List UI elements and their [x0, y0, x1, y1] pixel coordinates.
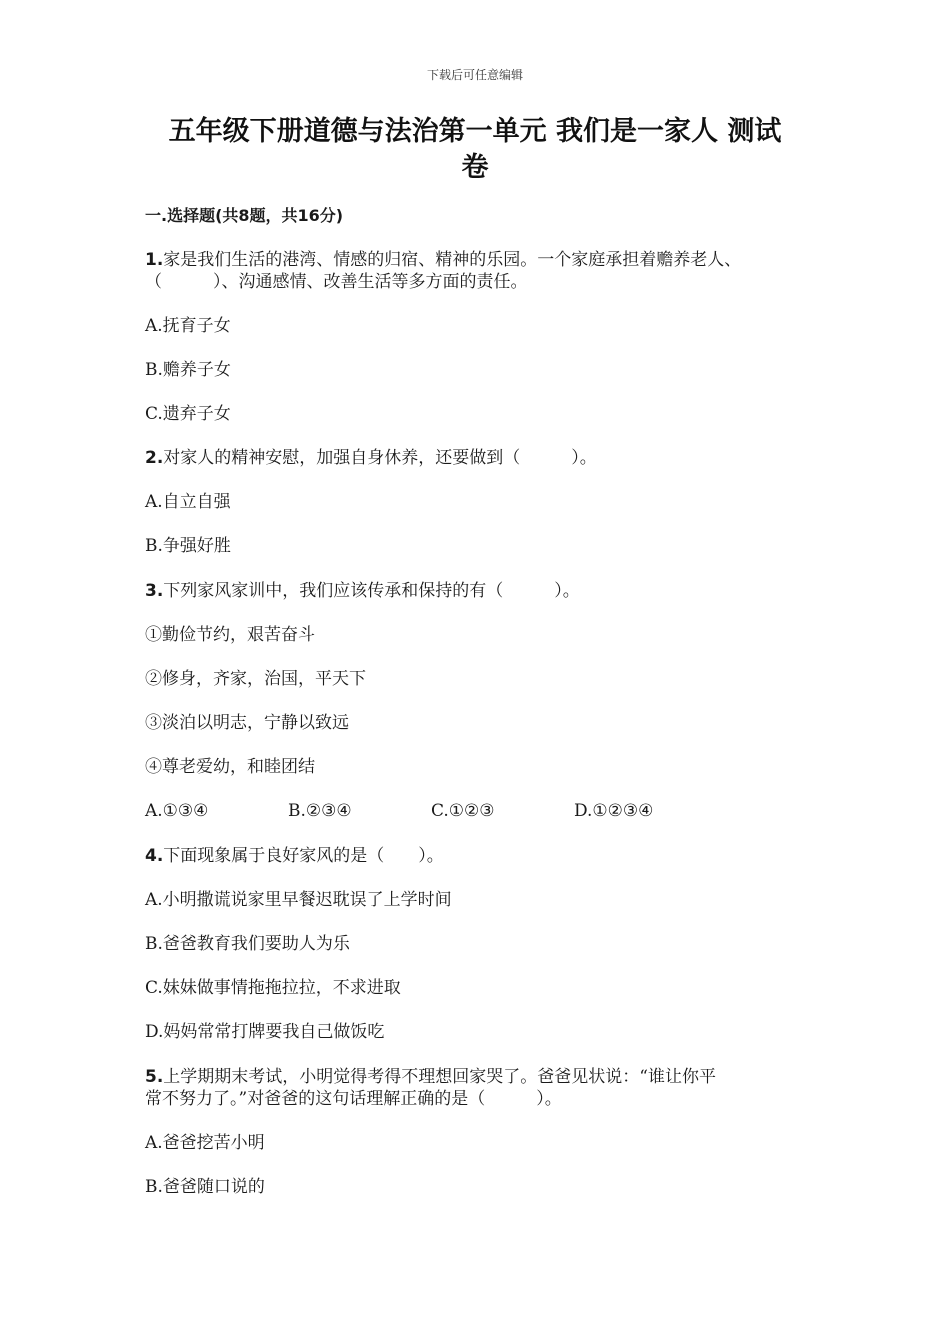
question-5-line-2: 常不努力了。”对爸爸的这句话理解正确的是（ ）。 [145, 1089, 562, 1109]
question-4-text: 下面现象属于良好家风的是（ ）。 [163, 846, 444, 866]
question-3-item-2: ②修身，齐家，治国，平天下 [145, 669, 366, 689]
question-4-number: 4. [145, 846, 164, 866]
question-4-line [145, 845, 444, 867]
question-1-line-2: （ ）、沟通感情、改善生活等多方面的责任。 [145, 272, 528, 292]
question-3-item-3: ③淡泊以明志，宁静以致远 [145, 713, 349, 733]
title-line-1: 五年级下册道德与法治第一单元 我们是一家人 测试 [168, 116, 782, 147]
question-1-option-b: B.赡养子女 [145, 360, 231, 380]
question-3-option-c: C.①②③ [431, 801, 495, 821]
question-2-option-b: B.争强好胜 [145, 536, 231, 556]
question-3-line [145, 580, 580, 602]
question-3-item-4: ④尊老爱幼，和睦团结 [145, 757, 315, 777]
question-4-option-b: B.爸爸教育我们要助人为乐 [145, 934, 350, 954]
question-4-option-c: C.妹妹做事情拖拖拉拉，不求进取 [145, 978, 401, 998]
question-1-line-1 [145, 249, 741, 271]
question-4-option-a: A.小明撒谎说家里早餐迟耽误了上学时间 [145, 890, 452, 910]
question-5-text-1: 上学期期末考试，小明觉得考得不理想回家哭了。爸爸见状说：“谁让你平 [163, 1067, 716, 1087]
section-title: 一.选择题(共8题，共16分) [145, 206, 344, 225]
question-4-option-d: D.妈妈常常打牌要我自己做饭吃 [145, 1022, 385, 1042]
question-1-text-1: 家是我们生活的港湾、情感的归宿、精神的乐园。一个家庭承担着赡养老人、 [163, 250, 742, 270]
question-3-item-1: ①勤俭节约，艰苦奋斗 [145, 625, 315, 645]
question-3-option-d: D.①②③④ [574, 801, 654, 821]
header-note: 下载后可任意编辑 [426, 68, 523, 82]
question-3-text: 下列家风家训中，我们应该传承和保持的有（ ）。 [163, 581, 580, 601]
question-1-number: 1. [145, 250, 164, 270]
question-5-option-a: A.爸爸挖苦小明 [145, 1133, 265, 1153]
question-1-option-a: A.抚育子女 [145, 316, 231, 336]
question-1-option-c: C.遗弃子女 [145, 404, 231, 424]
title-line-2: 卷 [461, 152, 489, 183]
question-2-option-a: A.自立自强 [145, 492, 231, 512]
question-3-options [145, 800, 717, 822]
question-5-number: 5. [145, 1067, 164, 1087]
question-5-line-1 [145, 1066, 716, 1088]
question-2-text: 对家人的精神安慰，加强自身休养，还要做到（ ）。 [163, 448, 597, 468]
question-2-line [145, 447, 597, 469]
question-2-number: 2. [145, 448, 164, 468]
question-3-option-b: B.②③④ [288, 801, 352, 821]
question-3-number: 3. [145, 581, 164, 601]
question-3-option-a: A.①③④ [145, 801, 209, 821]
page-title [130, 114, 820, 186]
question-5-option-b: B.爸爸随口说的 [145, 1177, 265, 1197]
